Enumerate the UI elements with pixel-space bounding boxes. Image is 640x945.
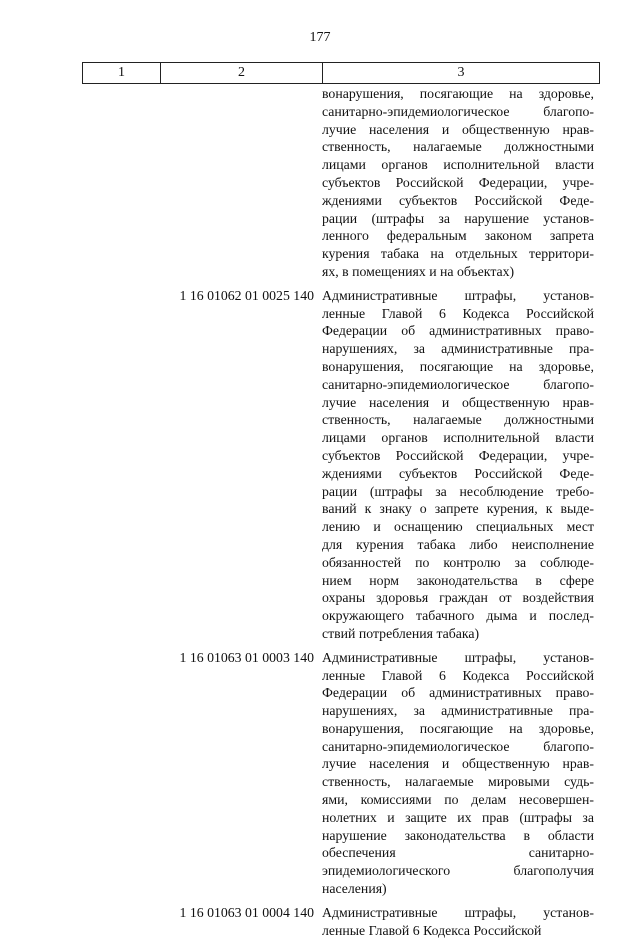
header-col-2: 2 [161,63,323,83]
description-line: ственность, налагаемые мировыми судь- [322,774,594,790]
description-line: вонарушения, посягающие на здоровье, [322,720,594,736]
description-line: рации (штрафы за несоблюдение требо- [322,483,594,499]
description-line: обязанностей по контролю за соблюде- [322,554,594,570]
description-line: ваний к знаку о запрете курения, к выде- [322,501,594,517]
description-line: ях, в помещениях и на объектах) [322,263,515,279]
description-line: вонарушения, посягающие на здоровье, [322,358,594,374]
description-line: курения табака на отдельных территори- [322,246,594,262]
description-line: ленные Главой 6 Кодекса Российской [322,667,594,683]
description-line: Административные штрафы, установ- [322,649,594,665]
row-description [322,287,594,643]
table-row [82,85,600,281]
description-line: нарушениях, за административные пра- [322,341,594,357]
description-line: ями, комиссиями по делам несовершен- [322,792,594,808]
description-line: Административные штрафы, установ- [322,904,594,920]
description-line: санитарно-эпидемиологическое благопо- [322,103,594,119]
description-line: нарушение законодательства в области [322,827,594,843]
description-line: нием норм законодательства в сфере [322,572,594,588]
description-line: нарушениях, за административные пра- [322,703,594,719]
description-line: субъектов Российской Федерации, учре- [322,174,594,190]
description-line: Административные штрафы, установ- [322,287,594,303]
description-line: рации (штрафы за нарушение установ- [322,210,594,226]
description-line: ленные Главой 6 Кодекса Российской [322,922,542,938]
table-header-row [82,62,600,84]
header-col-3: 3 [457,65,465,80]
description-line: ленного федеральным законом запрета [322,228,594,244]
description-line: населения) [322,881,387,897]
description-line: лицами органов исполнительной власти [322,430,594,446]
description-line: лучие населения и общественную нрав- [322,756,594,772]
description-line: Федерации об административных право- [322,685,594,701]
table-row [82,904,600,940]
table-body [82,85,600,945]
description-line: окружающего табачного дыма и послед- [322,608,594,624]
description-line: лению и оснащению специальных мест [322,519,594,535]
row-code: 1 16 01063 01 0003 140 [179,649,314,665]
description-line: субъектов Российской Федерации, учре- [322,447,594,463]
description-line: ждениями субъектов Российской Феде- [322,192,594,208]
row-code: 1 16 01062 01 0025 140 [179,287,314,303]
description-line: ждениями субъектов Российской Феде- [322,465,594,481]
description-line: ственность, налагаемые должностными [322,412,594,428]
description-line: обеспечения санитарно- [322,845,594,861]
row-code [82,85,322,281]
description-line: для курения табака либо неисполнение [322,536,594,552]
row-description [322,649,594,898]
description-line: ленные Главой 6 Кодекса Российской [322,305,594,321]
row-description [322,85,594,281]
description-line: ствий потребления табака) [322,625,480,641]
description-line: вонарушения, посягающие на здоровье, [322,86,594,101]
header-col-1: 1 [83,63,161,83]
description-line: санитарно-эпидемиологическое благопо- [322,738,594,754]
description-line: эпидемиологического благополучия [322,863,594,879]
description-line: лучие населения и общественную нрав- [322,394,594,410]
page-number: 177 [309,30,331,45]
description-line: санитарно-эпидемиологическое благопо- [322,376,594,392]
description-line: нолетних и защите их прав (штрафы за [322,809,594,825]
description-line: ственность, налагаемые должностными [322,139,594,155]
description-line: лучие населения и общественную нрав- [322,121,594,137]
description-line: Федерации об административных право- [322,323,594,339]
row-code: 1 16 01063 01 0004 140 [179,904,314,920]
description-line: охраны здоровья граждан от воздействия [322,590,594,606]
row-description [322,904,594,940]
description-line: лицами органов исполнительной власти [322,157,594,173]
table-row [82,287,600,643]
table-row [82,649,600,898]
